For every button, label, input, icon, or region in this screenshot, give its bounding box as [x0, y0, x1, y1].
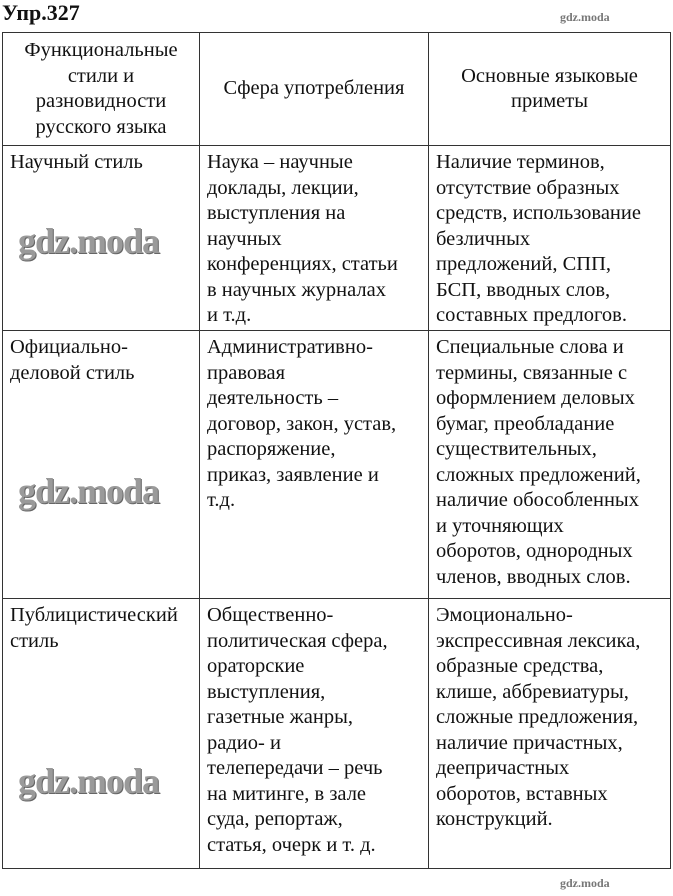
exercise-title: Упр.327 — [2, 0, 80, 25]
table-header-row — [3, 33, 671, 146]
sphere-cell: Административно- правовая деятельность – договор, закон, устав, распоряжение, приказ, заявление и т.д. — [200, 331, 429, 599]
watermark: gdz.moda — [18, 471, 160, 511]
features-cell: Специальные слова и термины, связанные с оформлением деловых бумаг, преобладание существительных, сложных предложений, наличие обособленных и уточняющих оборотов, однородных членов, вводных слов. — [429, 331, 671, 599]
watermark: gdz.moda — [560, 876, 610, 890]
header-cell-features: Основные языковые приметы — [429, 33, 671, 146]
watermark: gdz.moda — [18, 221, 160, 261]
style-cell: Научный стиль — [3, 146, 200, 331]
table-row — [3, 599, 671, 869]
watermark: gdz.moda — [560, 10, 610, 24]
watermark: gdz.moda — [18, 761, 160, 801]
header-cell-sphere: Сфера употребления — [200, 33, 429, 146]
style-cell: Публицистический стиль — [3, 599, 200, 869]
sphere-cell: Наука – научные доклады, лекции, выступления на научных конференциях, статьи в научных журналах и т.д. — [200, 146, 429, 331]
table-row — [3, 146, 671, 331]
styles-table — [2, 32, 671, 869]
header-cell-styles: Функциональные стили и разновидности русского языка — [3, 33, 200, 146]
sphere-cell: Общественно- политическая сфера, ораторские выступления, газетные жанры, радио- и телепередачи – речь на митинге, в зале суда, репортаж, статья, очерк и т. д. — [200, 599, 429, 869]
style-cell: Официально- деловой стиль — [3, 331, 200, 599]
table-row — [3, 331, 671, 599]
features-cell: Эмоционально- экспрессивная лексика, образные средства, клише, аббревиатуры, сложные предложения, наличие причастных, деепричастных оборотов, вставных конструкций. — [429, 599, 671, 869]
features-cell: Наличие терминов, отсутствие образных средств, использование безличных предложений, СПП, БСП, вводных слов, составных предлогов. — [429, 146, 671, 331]
